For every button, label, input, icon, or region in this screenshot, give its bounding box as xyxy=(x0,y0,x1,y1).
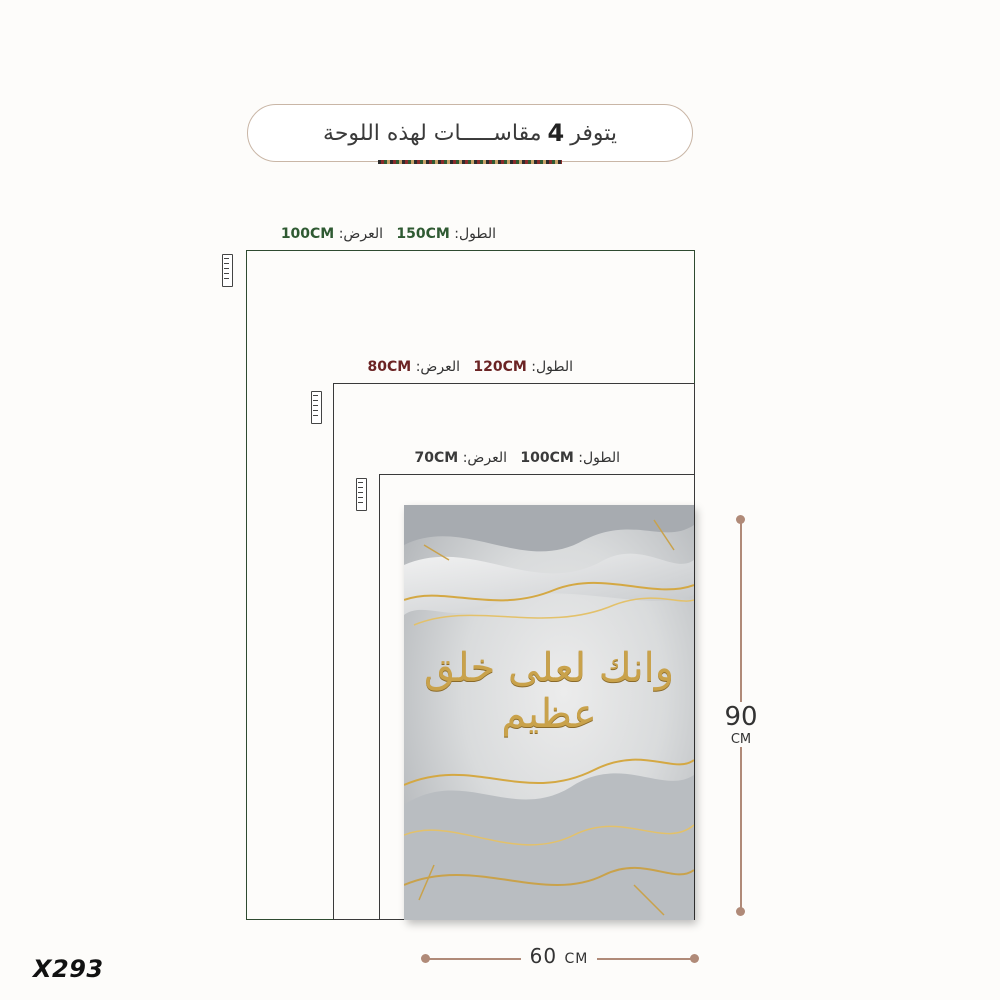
length-label: الطول: xyxy=(578,450,620,466)
ruler-icon xyxy=(356,478,367,511)
height-dimension-label xyxy=(718,702,764,747)
length-value: 150CM xyxy=(396,226,450,242)
decorative-strip xyxy=(378,160,562,164)
dimension-endpoint xyxy=(690,954,699,963)
product-code: X293 xyxy=(33,955,104,983)
dimension-endpoint xyxy=(421,954,430,963)
ruler-icon xyxy=(311,391,322,424)
width-value: 70CM xyxy=(414,450,459,466)
height-unit: CM xyxy=(730,732,752,747)
dimension-endpoint xyxy=(736,515,745,524)
sizes-available-banner xyxy=(247,104,693,162)
length-label: الطول: xyxy=(454,226,496,242)
width-label: العرض: xyxy=(415,359,460,375)
size-label-120x80 xyxy=(333,359,573,375)
painting-preview xyxy=(404,505,694,920)
height-number: 90 xyxy=(724,702,758,732)
width-number: 60 xyxy=(529,944,558,968)
width-unit: CM xyxy=(564,951,589,967)
width-dimension-label xyxy=(521,944,597,974)
calligraphy-text: وانك لعلى خلق عظيم xyxy=(423,645,675,737)
length-value: 120CM xyxy=(473,359,527,375)
ruler-icon xyxy=(222,254,233,287)
banner-suffix: مقاســـــات لهذه اللوحة xyxy=(323,120,542,146)
width-value: 100CM xyxy=(280,226,335,242)
banner-count: 4 xyxy=(547,119,565,147)
dimension-endpoint xyxy=(736,907,745,916)
width-label: العرض: xyxy=(462,450,507,466)
size-label-100x70 xyxy=(378,450,620,466)
banner-prefix: يتوفر xyxy=(570,120,617,146)
width-label: العرض: xyxy=(338,226,383,242)
length-label: الطول: xyxy=(531,359,573,375)
width-value: 80CM xyxy=(367,359,412,375)
size-label-150x100 xyxy=(246,226,496,242)
length-value: 100CM xyxy=(520,450,574,466)
